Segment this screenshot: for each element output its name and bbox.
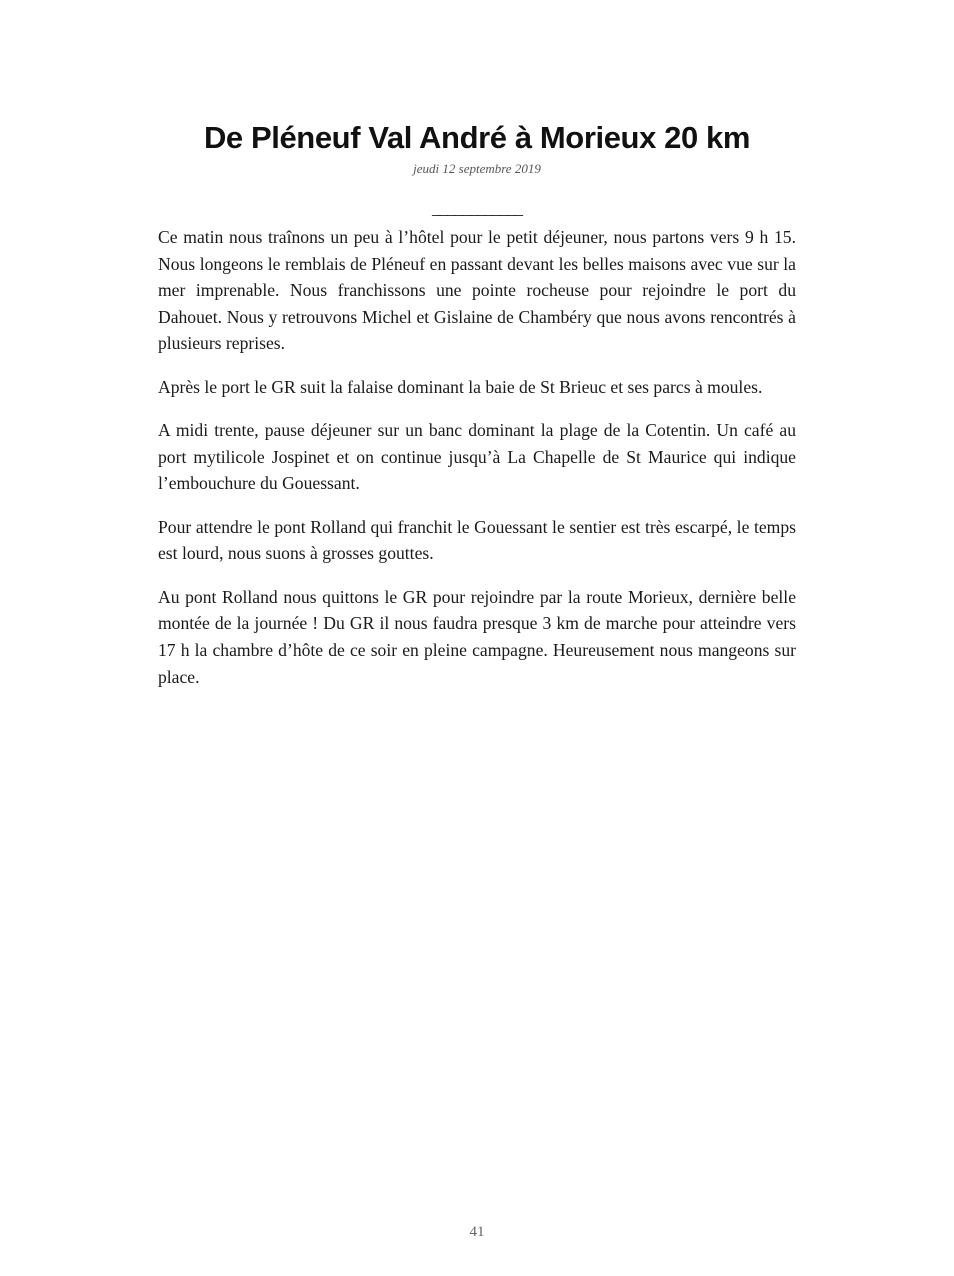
article-body bbox=[158, 224, 796, 707]
paragraph: Pour attendre le pont Rolland qui franchit le Gouessant le sentier est très escarpé, le temps est lourd, nous suons à grosses gouttes. bbox=[158, 516, 796, 564]
paragraph: Ce matin nous traînons un peu à l’hôtel pour le petit déjeuner, nous partons vers 9 h 15. Nous longeons le remblais de Pléneuf en passant devant les belles maisons avec vue sur la mer imprenable. Nous franchissons une pointe rocheuse pour rejoindre le port du Dahouet. Nous y retrouvons Michel et Gislaine de Chambéry que nous avons rencontrés à plusieurs reprises. bbox=[158, 227, 796, 354]
paragraph: A midi trente, pause déjeuner sur un banc dominant la plage de la Cotentin. Un café au port mytilicole Jospinet et on continue jusqu’à La Chapelle de St Maurice qui indique l’embouchure du Gouessant. bbox=[158, 420, 796, 494]
page-title: De Pléneuf Val André à Morieux 20 km bbox=[203, 120, 751, 155]
page-number: 41 bbox=[469, 1224, 485, 1240]
paragraph: Au pont Rolland nous quittons le GR pour rejoindre par la route Morieux, dernière belle montée de la journée ! Du GR il nous faudra presque 3 km de marche pour atteindre vers 17 h la chambre d’hôte de ce soir en pleine campagne. Heureusement nous mangeons sur place. bbox=[158, 586, 796, 687]
paragraph: Après le port le GR suit la falaise dominant la baie de St Brieuc et ses parcs à moules. bbox=[158, 376, 763, 397]
page-date: jeudi 12 septembre 2019 bbox=[413, 161, 541, 176]
title-separator: ____________ bbox=[432, 199, 522, 218]
